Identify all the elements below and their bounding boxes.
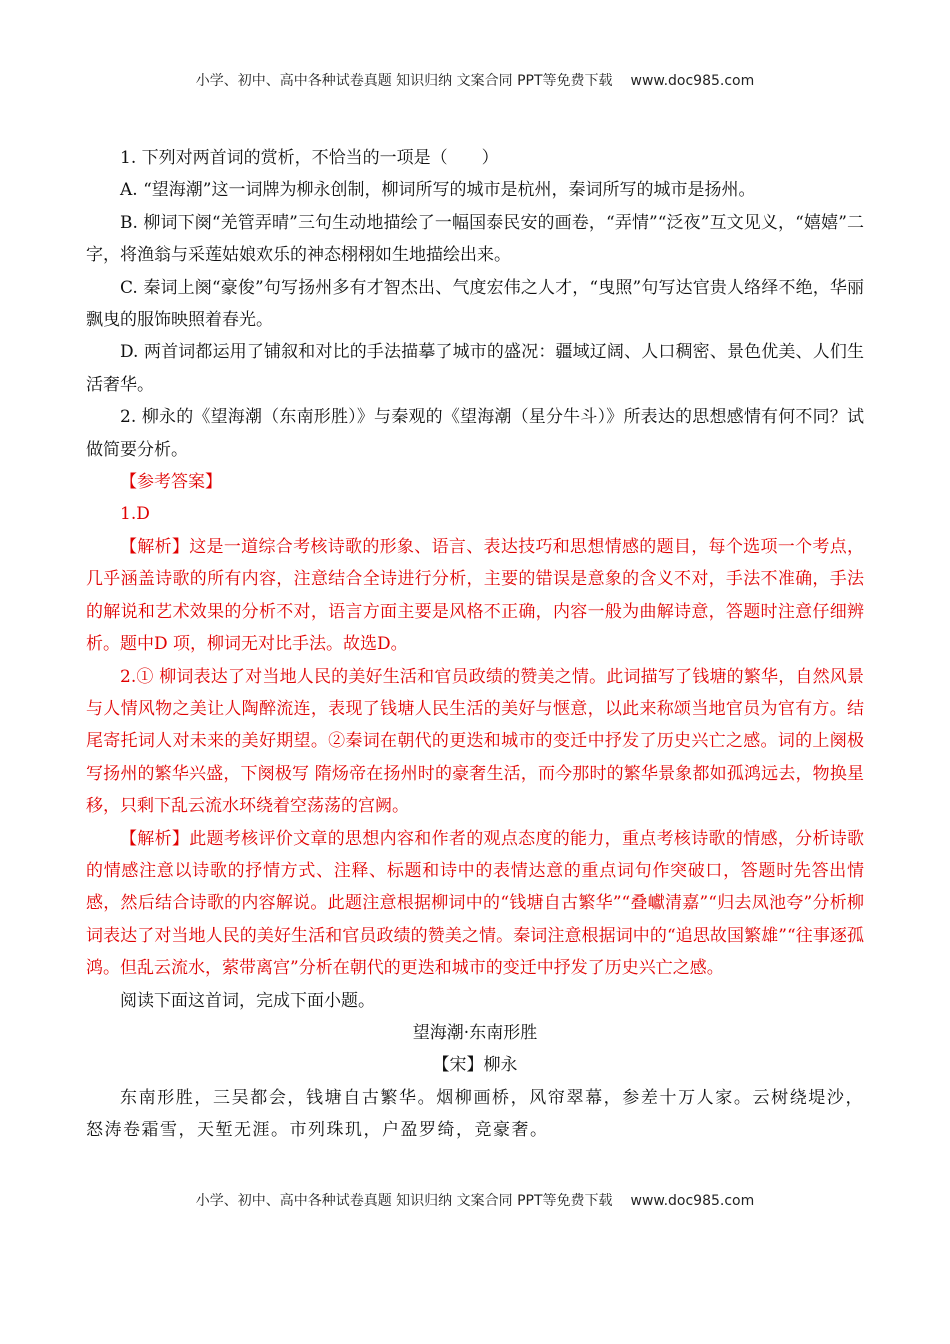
- poem-text: 东南形胜，三吴都会，钱塘自古繁华。烟柳画桥，风帘翠幕，参差十万人家。云树绕堤沙，怒涛卷霜雪，天堑无涯。市列珠玑，户盈罗绮，竞豪奢。: [86, 1087, 864, 1141]
- question-2-stem: 2. 柳永的《望海潮（东南形胜）》与秦观的《望海潮（星分牛斗）》所表达的思想感情有何不同？试做简要分析。: [86, 407, 864, 460]
- footer-text: 小学、初中、高中各种试卷真题 知识归纳 文案合同 PPT等免费下载: [195, 1193, 613, 1209]
- poem-title: 望海潮·东南形胜: [412, 1022, 538, 1043]
- analysis-2: [86, 823, 864, 985]
- page-header: [0, 70, 950, 90]
- question-1-option-b: B. 柳词下阕“羌管弄晴”三句生动地描绘了一幅国泰民安的画卷，“弄情”“泛夜”互文见义，“嬉嬉”二字，将渔翁与采莲姑娘欢乐的神态栩栩如生地描绘出来。: [86, 212, 864, 266]
- header-site-link[interactable]: www.doc985.com: [630, 73, 755, 89]
- question-1-option-a: A. “望海潮”这一词牌为柳永创制，柳词所写的城市是杭州，秦词所写的城市是扬州。: [120, 180, 756, 201]
- question-1-option-d: D. 两首词都运用了铺叙和对比的手法描摹了城市的盛况：疆域辽阔、人口稠密、景色优美、人们生活奢华。: [86, 342, 864, 395]
- analysis-2-label: 【解析】: [120, 828, 190, 849]
- page-footer: [0, 1190, 950, 1210]
- answer-2: 2.① 柳词表达了对当地人民的美好生活和官员政绩的赞美之情。此词描写了钱塘的繁华，自然风景与人情风物之美让人陶醉流连，表现了钱塘人民生活的美好与惬意，以此来称颂当地官员为官有方。结尾寄托词人对未来的美好期望。②秦词在朝代的更迭和城市的变迁中抒发了历史兴亡之感。词的上阕极写扬州的繁华兴盛，下阕极写 隋炀帝在扬州时的豪奢生活，而今那时的繁华景象都如孤鸿远去，物换星移，只剩下乱云流水环绕着空荡荡的宫阙。: [86, 666, 864, 817]
- question-1-stem: 1. 下列对两首词的赏析，不恰当的一项是（ ）: [120, 148, 499, 168]
- poem-author: 【宋】柳永: [432, 1055, 518, 1076]
- footer-site-link[interactable]: www.doc985.com: [630, 1193, 755, 1209]
- question-1-option-c: C. 秦词上阕“豪俊”句写扬州多有才智杰出、气度宏伟之人才，“曳照”句写达官贵人络绎不绝，华丽飘曳的服饰映照着春光。: [86, 277, 864, 331]
- reading-instruction: 阅读下面这首词，完成下面小题。: [120, 990, 375, 1011]
- analysis-2-text: 此题考核评价文章的思想内容和作者的观点态度的能力，重点考核诗歌的情感，分析诗歌的情感注意以诗歌的抒情方式、注释、标题和诗中的表情达意的重点词句作突破口，答题时先答出情感，然后结合诗歌的内容解说。此题注意根据柳词中的“钱塘自古繁华”“叠巘清嘉”“归去凤池夸”分析柳词表达了对当地人民的美好生活和官员政绩的赞美之情。秦词注意根据词中的“追思故国繁雄”“往事逐孤鸿。但乱云流水，萦带离宫”分析在朝代的更迭和城市的变迁中抒发了历史兴亡之感。: [86, 828, 865, 979]
- answer-heading: 【参考答案】: [120, 472, 222, 493]
- document-body: [86, 142, 864, 1147]
- analysis-1: [86, 531, 864, 661]
- analysis-1-label: 【解析】: [120, 536, 190, 557]
- analysis-1-text: 这是一道综合考核诗歌的形象、语言、表达技巧和思想情感的题目，每个选项一个考点，几乎涵盖诗歌的所有内容，注意结合全诗进行分析，主要的错误是意象的含义不对，手法不准确，手法的解说和艺术效果的分析不对，语言方面主要是风格不正确，内容一般为曲解诗意，答题时注意仔细辨析。题中D 项，柳词无对比手法。故选D。: [86, 536, 865, 655]
- header-text: 小学、初中、高中各种试卷真题 知识归纳 文案合同 PPT等免费下载: [195, 73, 613, 89]
- answer-1: 1.D: [120, 504, 150, 525]
